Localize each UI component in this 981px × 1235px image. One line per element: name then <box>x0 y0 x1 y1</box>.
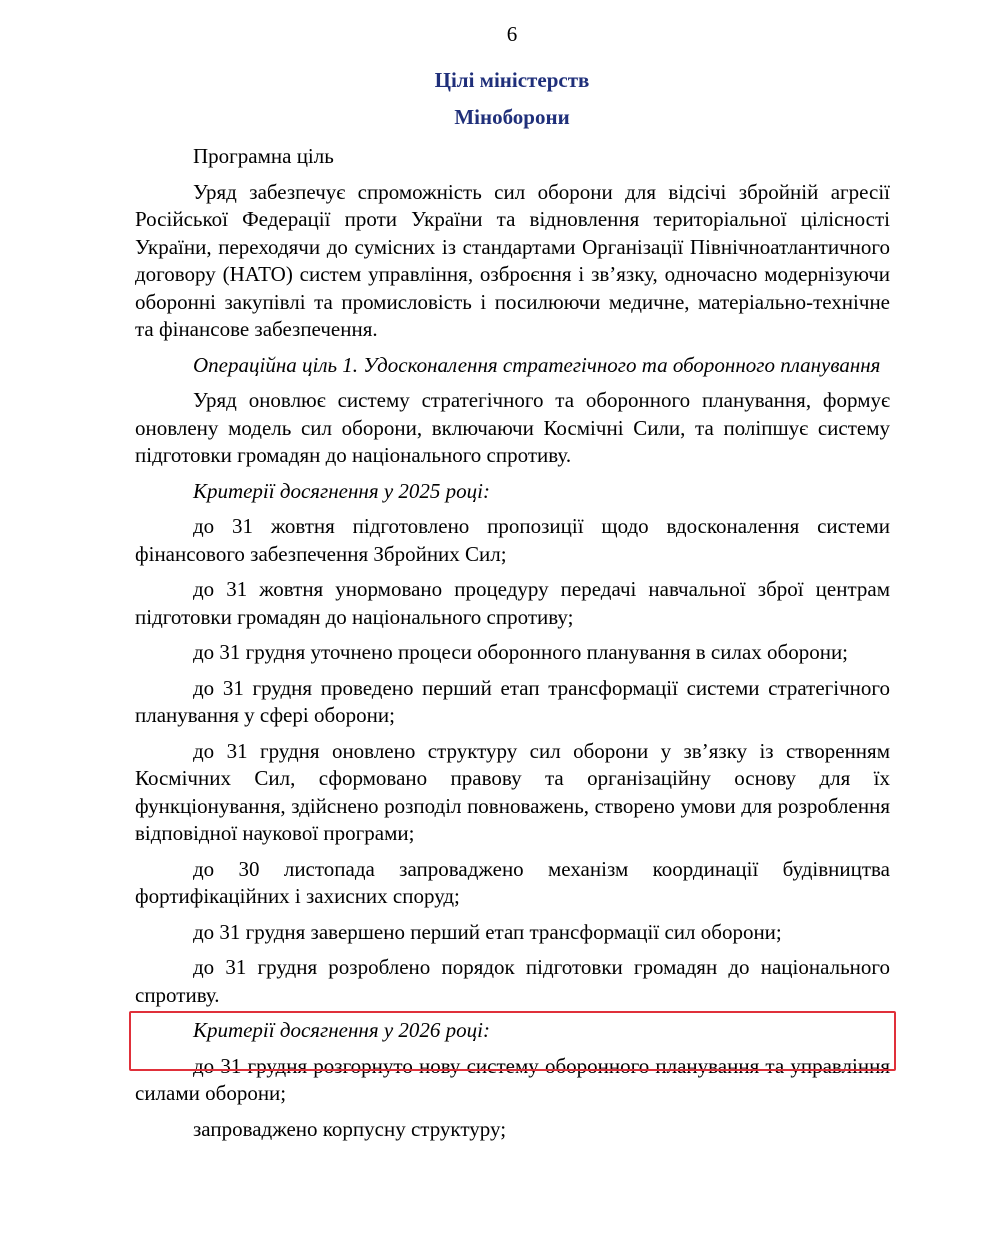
criteria-2025-heading: Критерії досягнення у 2025 році: <box>193 478 490 503</box>
criteria-item: до 31 грудня розгорнуто нову систему оборонного планування та управління силами оборони; <box>135 1053 890 1105</box>
operational-goal-heading: Операційна ціль 1. Удосконалення стратегічного та оборонного планування <box>193 352 881 377</box>
criteria-item: до 31 грудня проведено перший етап трансформації системи стратегічного планування у сфері оборони; <box>135 675 890 727</box>
document-body <box>135 143 890 1151</box>
page-number: 6 <box>506 22 518 46</box>
criteria-item: до 31 жовтня підготовлено пропозиції щодо вдосконалення системи фінансового забезпечення Збройних Сил; <box>135 514 890 566</box>
criteria-item: до 31 грудня завершено перший етап трансформації сил оборони; <box>193 919 782 944</box>
ministry-heading: Міноборони <box>454 105 570 129</box>
criteria-item-highlighted: до 31 грудня розроблено порядок підготовки громадян до національного спротиву. <box>135 955 890 1007</box>
program-goal-label: Програмна ціль <box>193 144 334 168</box>
criteria-item: до 31 грудня уточнено процеси оборонного планування в силах оборони; <box>193 640 849 664</box>
criteria-item: до 31 жовтня унормовано процедуру передачі навчальної зброї центрам підготовки громадян до національного спротиву; <box>135 577 890 629</box>
criteria-2026-heading: Критерії досягнення у 2026 році: <box>193 1018 490 1042</box>
criteria-item: до 31 грудня оновлено структуру сил оборони у зв’язку із створенням Космічних Сил, сформовано правову та організаційну основу для їх функціонування, здійснено розподіл повноважень, створено умови для розроблення відповідної наукової програми; <box>135 738 890 845</box>
program-goal-text: Уряд забезпечує спроможність сил оборони для відсічі збройній агресії Російської Федерації проти України та відновлення територіальної цілісності України, переходячи до сумісних із стандартами Організації Північноатлантичного договору (НАТО) систем управління, озброєння і зв’язку, одночасно модернізуючи оборонні закупівлі та промисловість і посилюючи медичне, матеріально-технічне та фінансове забезпечення. <box>135 179 890 341</box>
criteria-item: до 30 листопада запроваджено механізм координації будівництва фортифікаційних і захисних споруд; <box>135 856 890 908</box>
highlight-box <box>129 1011 896 1071</box>
operational-goal-text: Уряд оновлює систему стратегічного та оборонного планування, формує оновлену модель сил оборони, включаючи Космічні Сили, та поліпшує систему підготовки громадян до національного спротиву. <box>135 388 890 467</box>
criteria-item: запроваджено корпусну структуру; <box>193 1116 507 1141</box>
section-heading: Цілі міністерств <box>434 68 590 92</box>
